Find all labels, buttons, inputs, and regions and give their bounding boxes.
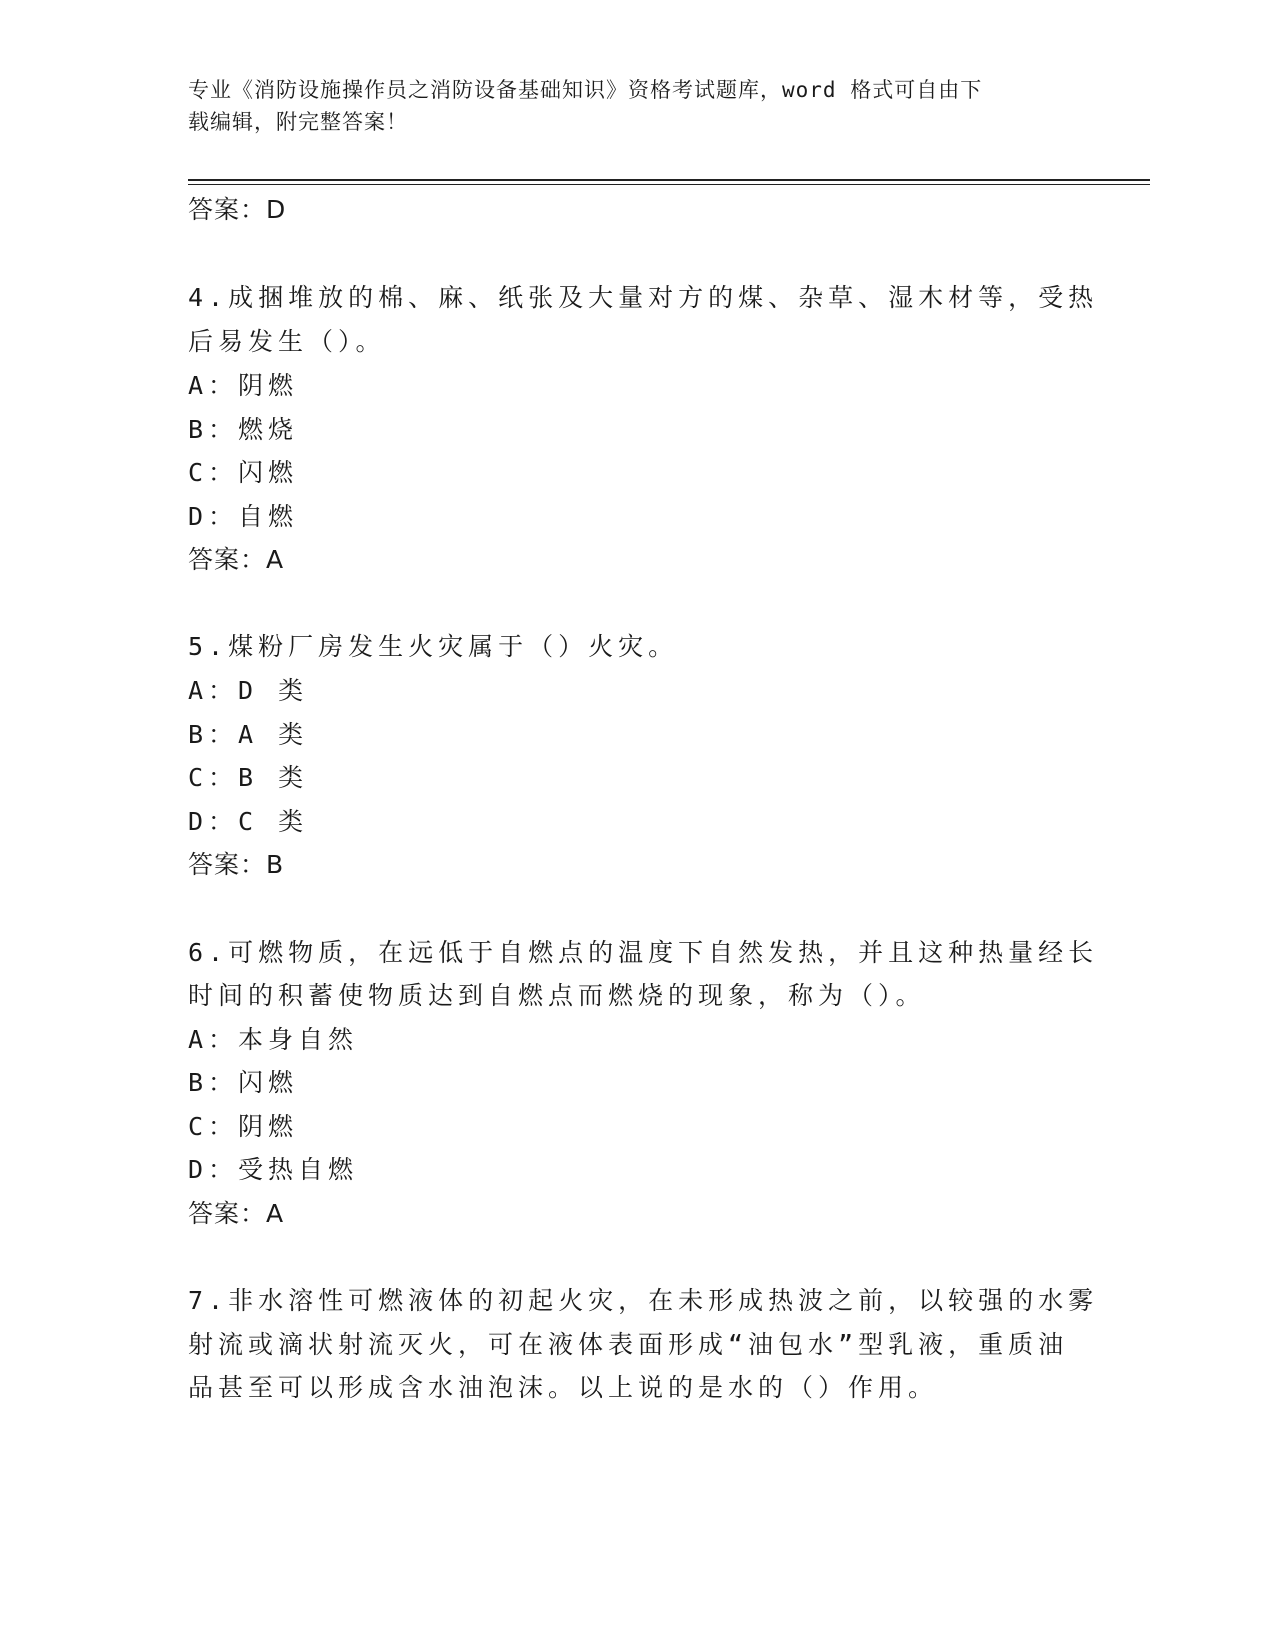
question-5-option-a: A：D 类 xyxy=(188,676,309,705)
question-6-answer: 答案：A xyxy=(188,1199,285,1228)
header-rule-thick xyxy=(188,179,1150,181)
question-6-option-a: A：本身自然 xyxy=(188,1025,359,1054)
question-4-option-c: C：闪燃 xyxy=(188,458,299,487)
question-4-option-b: B：燃烧 xyxy=(188,415,299,444)
question-5-option-c: C：B 类 xyxy=(188,763,309,792)
question-6-option-b: B：闪燃 xyxy=(188,1068,299,1097)
header-line-2: 载编辑，附完整答案！ xyxy=(188,110,408,134)
question-4-answer: 答案：A xyxy=(188,545,285,574)
question-6-line-2: 时间的积蓄使物质达到自燃点而燃烧的现象，称为（）。 xyxy=(188,981,926,1010)
answer-prev: 答案：D xyxy=(188,195,287,224)
header-line-1: 专业《消防设施操作员之消防设备基础知识》资格考试题库，word 格式可自由下 xyxy=(188,78,983,102)
question-5-answer: 答案：B xyxy=(188,850,285,879)
question-4-option-d: D：自燃 xyxy=(188,502,299,531)
question-6-line-1: 6.可燃物质，在远低于自燃点的温度下自然发热，并且这种热量经长 xyxy=(188,938,1099,967)
question-7-line-2: 射流或滴状射流灭火，可在液体表面形成“油包水”型乳液，重质油 xyxy=(188,1330,1069,1359)
question-5-option-d: D：C 类 xyxy=(188,807,309,836)
question-4-option-a: A：阴燃 xyxy=(188,371,299,400)
question-7-line-1: 7.非水溶性可燃液体的初起火灾，在未形成热波之前，以较强的水雾 xyxy=(188,1286,1099,1315)
question-5-line-1: 5.煤粉厂房发生火灾属于（）火灾。 xyxy=(188,632,679,661)
document-header xyxy=(188,74,1068,138)
question-7-line-3: 品甚至可以形成含水油泡沫。以上说的是水的（）作用。 xyxy=(188,1373,939,1402)
question-4-line-1: 4.成捆堆放的棉、麻、纸张及大量对方的煤、杂草、湿木材等，受热 xyxy=(188,283,1099,312)
question-4-line-2: 后易发生（）。 xyxy=(188,327,386,356)
header-rule-thin xyxy=(188,184,1150,185)
question-5-option-b: B：A 类 xyxy=(188,720,309,749)
question-6-option-c: C：阴燃 xyxy=(188,1112,299,1141)
question-6-option-d: D：受热自燃 xyxy=(188,1155,359,1184)
